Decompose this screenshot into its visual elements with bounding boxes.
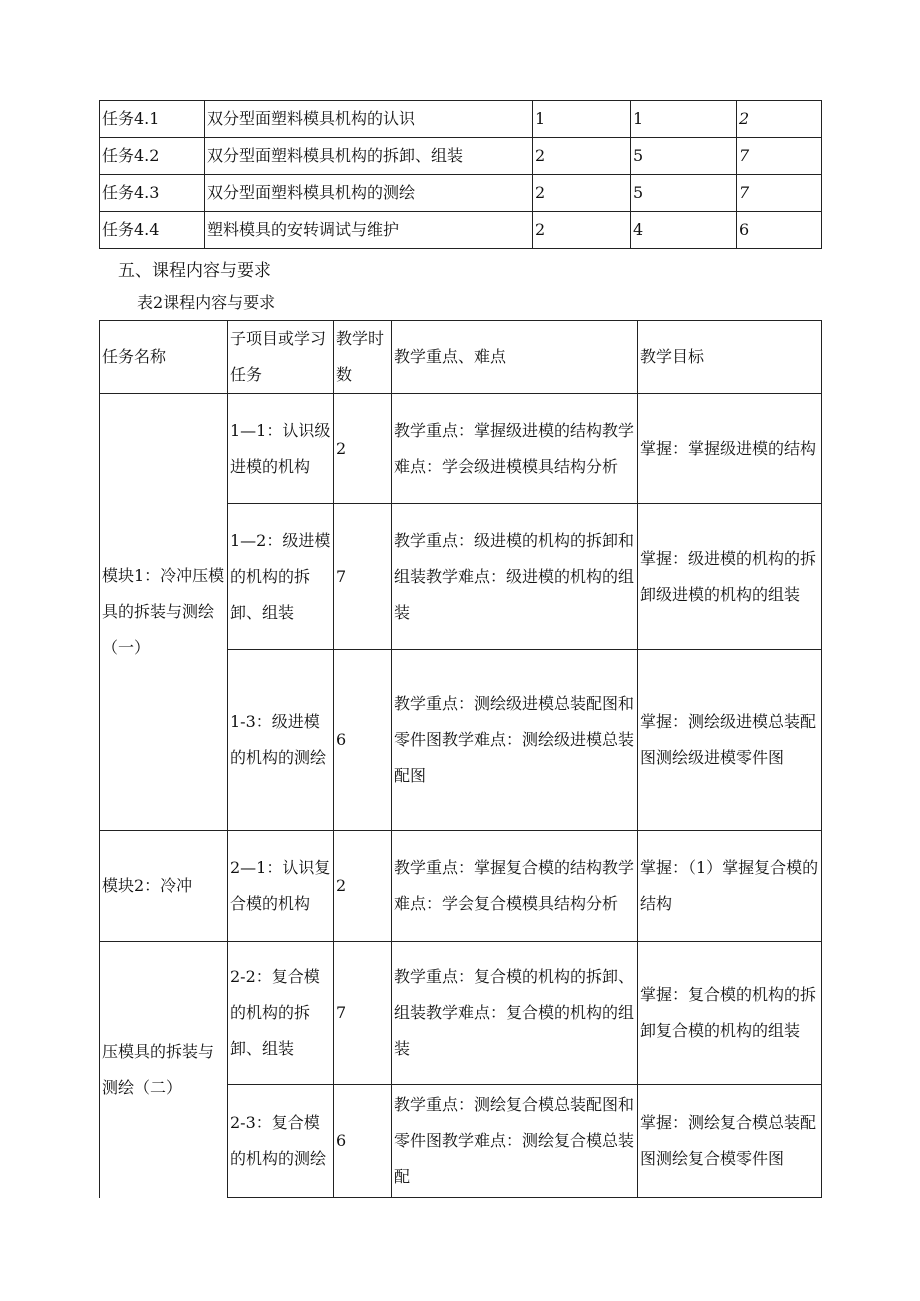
subtask-cell: 1-3：级进模的机构的测绘	[228, 650, 334, 831]
task-summary-table	[99, 100, 822, 249]
focus-cell: 教学重点：测绘复合模总装配图和零件图教学难点：测绘复合模总装配	[392, 1085, 638, 1198]
subtask-cell: 1—2：级进模的机构的拆卸、组装	[228, 504, 334, 650]
table-row	[100, 942, 822, 1085]
focus-cell: 教学重点：测绘级进模总装配图和零件图教学难点：测绘级进模总装配图	[392, 650, 638, 831]
subtask-cell: 2—1：认识复合模的机构	[228, 831, 334, 942]
hours-cell: 2	[334, 831, 392, 942]
hours-cell: 6	[334, 650, 392, 831]
task-hours: 2	[533, 138, 631, 175]
task-hours: 5	[631, 138, 737, 175]
goal-cell: 掌握：级进模的机构的拆卸级进模的机构的组装	[638, 504, 822, 650]
task-total: 2	[737, 101, 822, 138]
module-name: 压模具的拆装与测绘（二）	[100, 942, 228, 1198]
task-hours: 1	[631, 101, 737, 138]
goal-cell: 掌握：（1）掌握复合模的结构	[638, 831, 822, 942]
subtask-cell: 1—1：认识级进模的机构	[228, 394, 334, 504]
table-row	[100, 831, 822, 942]
focus-cell: 教学重点：级进模的机构的拆卸和组装教学难点：级进模的机构的组装	[392, 504, 638, 650]
table-row	[100, 175, 822, 212]
task-total: 7	[737, 138, 822, 175]
focus-cell: 教学重点：掌握级进模的结构教学难点：学会级进模模具结构分析	[392, 394, 638, 504]
hours-cell: 7	[334, 942, 392, 1085]
header-task-name: 任务名称	[100, 321, 228, 394]
table-row	[100, 138, 822, 175]
task-name: 塑料模具的安转调试与维护	[205, 212, 533, 249]
module-name: 模块1：冷冲压模具的拆装与测绘（一）	[100, 394, 228, 831]
task-name: 双分型面塑料模具机构的拆卸、组装	[205, 138, 533, 175]
task-hours: 5	[631, 175, 737, 212]
task-id: 任务4.2	[100, 138, 205, 175]
task-name: 双分型面塑料模具机构的测绘	[205, 175, 533, 212]
goal-cell: 掌握：测绘级进模总装配图测绘级进模零件图	[638, 650, 822, 831]
header-goal: 教学目标	[638, 321, 822, 394]
task-name: 双分型面塑料模具机构的认识	[205, 101, 533, 138]
header-subtask: 子项目或学习任务	[228, 321, 334, 394]
table-row	[100, 101, 822, 138]
focus-cell: 教学重点：复合模的机构的拆卸、组装教学难点：复合模的机构的组装	[392, 942, 638, 1085]
header-hours: 教学时数	[334, 321, 392, 394]
task-total: 6	[737, 212, 822, 249]
task-hours: 4	[631, 212, 737, 249]
section-heading: 五、课程内容与要求	[118, 261, 271, 281]
hours-cell: 7	[334, 504, 392, 650]
task-id: 任务4.4	[100, 212, 205, 249]
hours-cell: 2	[334, 394, 392, 504]
task-hours: 2	[533, 175, 631, 212]
goal-cell: 掌握：复合模的机构的拆卸复合模的机构的组装	[638, 942, 822, 1085]
task-id: 任务4.3	[100, 175, 205, 212]
goal-cell: 掌握：掌握级进模的结构	[638, 394, 822, 504]
task-id: 任务4.1	[100, 101, 205, 138]
table-caption: 表2课程内容与要求	[137, 293, 276, 312]
course-content-table	[99, 320, 822, 1198]
task-hours: 1	[533, 101, 631, 138]
task-total: 7	[737, 175, 822, 212]
goal-cell: 掌握：测绘复合模总装配图测绘复合模零件图	[638, 1085, 822, 1198]
subtask-cell: 2-3：复合模的机构的测绘	[228, 1085, 334, 1198]
module-name: 模块2：冷冲	[100, 831, 228, 942]
header-focus: 教学重点、难点	[392, 321, 638, 394]
subtask-cell: 2-2：复合模的机构的拆卸、组装	[228, 942, 334, 1085]
focus-cell: 教学重点：掌握复合模的结构教学难点：学会复合模模具结构分析	[392, 831, 638, 942]
hours-cell: 6	[334, 1085, 392, 1198]
task-hours: 2	[533, 212, 631, 249]
table-row	[100, 212, 822, 249]
table-row	[100, 394, 822, 504]
table-header-row	[100, 321, 822, 394]
